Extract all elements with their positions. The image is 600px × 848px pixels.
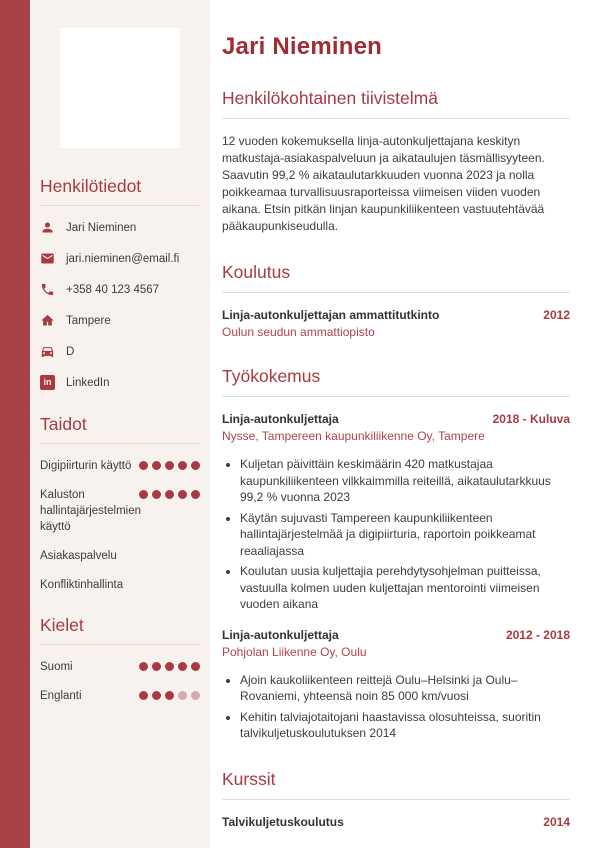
school-name: Oulun seudun ammattiopisto <box>222 325 375 339</box>
contact-item-license <box>40 344 200 359</box>
skill-row <box>40 577 200 593</box>
contact-text: jari.nieminen@email.fi <box>66 252 180 265</box>
job-bullets <box>222 456 570 613</box>
languages-section-heading: Kielet <box>40 615 200 645</box>
language-label: Englanti <box>40 690 82 702</box>
job-bullets <box>222 672 570 742</box>
main-column <box>210 0 600 848</box>
experience-entry <box>222 628 570 742</box>
skill-level-dots <box>139 487 200 499</box>
profile-photo-placeholder <box>60 28 180 148</box>
contact-item-email <box>40 251 200 266</box>
contact-text: +358 40 123 4567 <box>66 283 160 296</box>
contact-list <box>40 220 200 390</box>
course-dates: 2014 <box>543 814 570 829</box>
skill-label: Kaluston hallintajärjestelmien käyttö <box>40 489 141 533</box>
contact-section-heading: Henkilötiedot <box>40 176 200 206</box>
skill-label: Konfliktinhallinta <box>40 579 124 591</box>
page-title: Jari Nieminen <box>222 33 382 60</box>
contact-item-phone <box>40 282 200 297</box>
skills-section-heading: Taidot <box>40 414 200 444</box>
course-title: Talvikuljetuskoulutus <box>222 814 344 829</box>
car-icon <box>40 344 55 359</box>
languages-list <box>40 659 200 704</box>
experience-heading: Työkokemus <box>222 366 570 397</box>
experience-entry-head <box>222 628 570 642</box>
job-bullet: • Koulutan uusia kuljettajia perehdytysohjelman puitteissa, vastuulla kolmen uuden kuljettajan mentorointi viimeisen vuoden aikana <box>240 563 570 613</box>
skill-row <box>40 487 200 535</box>
course-entry <box>222 815 570 829</box>
language-row <box>40 659 200 675</box>
skill-label: Asiakaspalvelu <box>40 550 117 562</box>
skill-row <box>40 458 200 474</box>
contact-text: D <box>66 345 75 358</box>
experience-section <box>222 366 570 742</box>
skill-label: Digipiirturin käyttö <box>40 460 132 472</box>
user-icon <box>40 220 55 235</box>
summary-section <box>222 88 570 235</box>
contact-text: Jari Nieminen <box>66 221 137 234</box>
language-row <box>40 688 200 704</box>
language-level-dots <box>139 659 200 671</box>
education-entry-head <box>222 308 570 322</box>
summary-text: 12 vuoden kokemuksella linja-autonkuljettajana keskityn matkustaja-asiakaspalveluun ja aikataulujen täsmällisyyteen. Saavutin 99,2 % aikataulutarkkuuden vuonna 2023 ja nolla poikkeamaa turvallisuusraporteissa viimeisen viiden vuoden aikana. Etsin pitkän linjan kaupunkiliikenteen vastuutehtävää pääkaupunkiseudulla. <box>222 134 545 233</box>
education-section <box>222 262 570 339</box>
education-entry <box>222 308 570 339</box>
language-level-dots <box>139 688 200 700</box>
language-label: Suomi <box>40 661 73 673</box>
skill-level-dots <box>139 458 200 470</box>
job-dates: 2012 - 2018 <box>505 627 570 642</box>
phone-icon <box>40 282 55 297</box>
course-entry-head <box>222 815 570 829</box>
experience-entry <box>222 412 570 613</box>
skills-list <box>40 458 200 593</box>
home-icon <box>40 313 55 328</box>
experience-entry-head <box>222 412 570 426</box>
job-bullet: • Kuljetan päivittäin keskimäärin 420 matkustajaa kaupunkiliikenteen vilkkaimmilla reiteillä, aikataulutarkkuus 99,2 % vuonna 2023 <box>240 456 570 506</box>
contact-text: Tampere <box>66 314 111 327</box>
contact-item-linkedin <box>40 375 200 390</box>
education-dates: 2012 <box>543 308 570 322</box>
summary-heading: Henkilökohtainen tiivistelmä <box>222 88 570 119</box>
job-bullet: • Käytän sujuvasti Tampereen kaupunkiliikenteen hallintajärjestelmää ja digipiirturia, raportoin poikkeamat reaaliajassa <box>240 510 570 560</box>
company-name: Nysse, Tampereen kaupunkiliikenne Oy, Tampere <box>222 429 485 443</box>
sidebar <box>30 0 210 848</box>
job-dates: 2018 - Kuluva <box>492 412 570 426</box>
job-bullet: • Kehitin talviajotaitojani haastavissa olosuhteissa, suoritin talvikuljetuskoulutuksen 2014 <box>240 709 570 742</box>
courses-heading: Kurssit <box>222 769 570 800</box>
contact-text: LinkedIn <box>66 376 110 389</box>
education-heading: Koulutus <box>222 262 570 293</box>
job-bullet: • Ajoin kaukoliikenteen reittejä Oulu–Helsinki ja Oulu–Rovaniemi, yhteensä noin 85 000 km/vuosi <box>240 672 570 705</box>
linkedin-icon: in <box>40 375 55 390</box>
contact-item-name <box>40 220 200 235</box>
accent-strip <box>0 0 30 848</box>
degree-title: Linja-autonkuljettajan ammattitutkinto <box>222 308 440 322</box>
company-name: Pohjolan Liikenne Oy, Oulu <box>222 644 367 659</box>
job-title: Linja-autonkuljettaja <box>222 627 339 642</box>
contact-item-city <box>40 313 200 328</box>
job-title: Linja-autonkuljettaja <box>222 412 339 426</box>
skill-row <box>40 548 200 564</box>
mail-icon <box>40 251 55 266</box>
courses-section <box>222 769 570 829</box>
